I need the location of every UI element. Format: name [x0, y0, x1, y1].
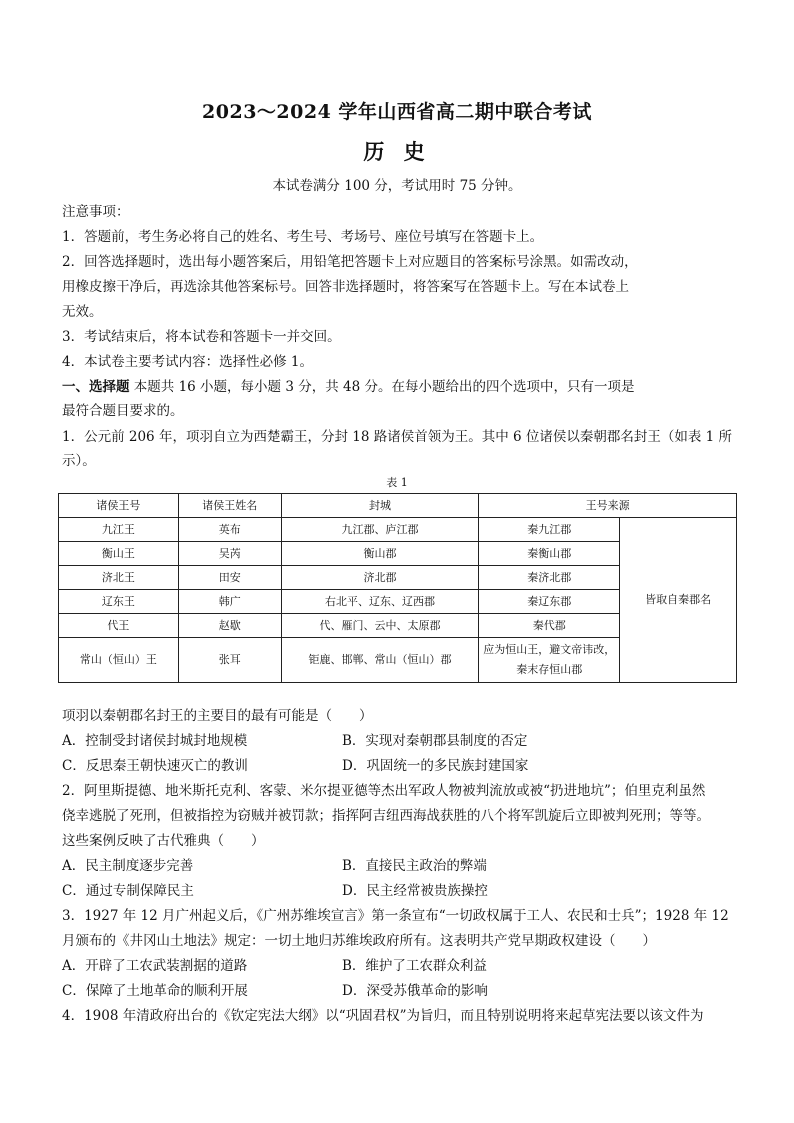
table-cell: 张耳	[178, 638, 281, 683]
section-description: 本题共 16 小题，每小题 3 分，共 48 分。在每小题给出的四个选项中，只有一项是	[129, 379, 635, 395]
table-header: 封城	[281, 494, 479, 518]
q1-option-d[interactable]: D．巩固统一的多民族封建国家	[342, 758, 529, 774]
q3-option-c[interactable]: C．保障了土地革命的顺利开展	[62, 983, 248, 999]
table-cell: 秦代郡	[479, 614, 620, 638]
q2-stem-cont: 这些案例反映了古代雅典（ ）	[62, 833, 265, 849]
table-cell: 九江郡、庐江郡	[281, 518, 479, 542]
notice-item: 用橡皮擦干净后，再选涂其他答案标号。回答非选择题时，将答案写在答题卡上。写在本试卷上	[62, 279, 629, 295]
table-cell: 英布	[178, 518, 281, 542]
table-row	[59, 518, 737, 542]
q2-stem-cont: 侥幸逃脱了死刑，但被指控为窃贼并被罚款；指挥阿吉纽西海战获胜的八个将军凯旋后立即被判死刑；等等。	[62, 808, 710, 824]
section-description-cont: 最符合题目要求的。	[62, 403, 184, 419]
q1-stem-cont: 示）。	[62, 453, 96, 469]
table-cell: 衡山王	[59, 542, 179, 566]
notice-heading: 注意事项：	[62, 204, 130, 220]
q1-question: 项羽以秦朝郡名封王的主要目的最有可能是（ ）	[62, 708, 373, 724]
table-cell: 九江王	[59, 518, 179, 542]
exam-title: 2023～2024 学年山西省高二期中联合考试	[202, 101, 592, 123]
q3-option-d[interactable]: D．深受苏俄革命的影响	[342, 983, 488, 999]
table-cell: 辽东王	[59, 590, 179, 614]
notice-item: 1．答题前，考生务必将自己的姓名、考生号、考场号、座位号填写在答题卡上。	[62, 229, 544, 245]
q2-option-d[interactable]: D．民主经常被贵族操控	[342, 883, 488, 899]
q3-stem-cont: 月颁布的《井冈山土地法》规定：一切土地归苏维埃政府所有。这表明共产党早期政权建设（ ）	[62, 933, 656, 949]
q2-stem: 2．阿里斯提德、地米斯托克利、客蒙、米尔提亚德等杰出军政人物被判流放或被“扔进地坑”；伯里克利虽然	[62, 783, 706, 799]
q4-stem: 4．1908 年清政府出台的《钦定宪法大纲》以“巩固君权”为旨归，而且特别说明将来起草宪法要以该文件为	[62, 1008, 704, 1024]
q1-stem: 1．公元前 206 年，项羽自立为西楚霸王，分封 18 路诸侯首领为王。其中 6 位诸侯以秦朝郡名封王（如表 1 所	[62, 429, 733, 445]
table-cell: 韩广	[178, 590, 281, 614]
table-cell: 济北王	[59, 566, 179, 590]
section-heading	[62, 375, 742, 395]
table-cell: 代王	[59, 614, 179, 638]
q3-option-b[interactable]: B．维护了工农群众利益	[342, 958, 487, 974]
notice-item: 无效。	[62, 304, 103, 320]
table-cell: 秦辽东郡	[479, 590, 620, 614]
table-cell: 秦济北郡	[479, 566, 620, 590]
table-cell: 吴芮	[178, 542, 281, 566]
table-cell: 济北郡	[281, 566, 479, 590]
q2-option-a[interactable]: A．民主制度逐步完善	[62, 858, 194, 874]
table-caption: 表 1	[386, 476, 408, 489]
notice-item: 2．回答选择题时，选出每小题答案后，用铅笔把答题卡上对应题目的答案标号涂黑。如需改动，	[62, 254, 638, 270]
table-header-row	[59, 494, 737, 518]
q2-option-c[interactable]: C．通过专制保障民主	[62, 883, 194, 899]
table-header: 诸侯王姓名	[178, 494, 281, 518]
table-cell: 衡山郡	[281, 542, 479, 566]
notice-item: 3．考试结束后，将本试卷和答题卡一并交回。	[62, 329, 341, 345]
q1-option-c[interactable]: C．反思秦王朝快速灭亡的教训	[62, 758, 248, 774]
score-time-line: 本试卷满分 100 分，考试用时 75 分钟。	[272, 178, 522, 194]
q3-stem: 3．1927 年 12 月广州起义后，《广州苏维埃宣言》第一条宣布“一切政权属于工人、农民和士兵”；1928 年 12	[62, 908, 729, 924]
q1-option-b[interactable]: B．实现对秦朝郡县制度的否定	[342, 733, 528, 749]
table-cell: 钜鹿、邯郸、常山（恒山）郡	[281, 638, 479, 683]
table-cell: 右北平、辽东、辽西郡	[281, 590, 479, 614]
table-cell: 应为恒山王，避文帝讳改，秦末存恒山郡	[479, 638, 620, 683]
q2-option-b[interactable]: B．直接民主政治的弊端	[342, 858, 487, 874]
section-label: 一、选择题	[62, 379, 130, 395]
notice-item: 4．本试卷主要考试内容：选择性必修 1。	[62, 354, 313, 370]
fief-table	[58, 493, 737, 683]
table-cell: 秦九江郡	[479, 518, 620, 542]
table-cell: 代、雁门、云中、太原郡	[281, 614, 479, 638]
subject-title: 历 史	[363, 139, 431, 164]
table-cell: 田安	[178, 566, 281, 590]
q1-option-a[interactable]: A．控制受封诸侯封城封地规模	[62, 733, 248, 749]
q3-option-a[interactable]: A．开辟了工农武装割据的道路	[62, 958, 248, 974]
table-merged-note: 皆取自秦郡名	[620, 518, 737, 683]
table-cell: 赵歇	[178, 614, 281, 638]
table-header: 王号来源	[479, 494, 737, 518]
table-cell: 秦衡山郡	[479, 542, 620, 566]
table-cell: 常山（恒山）王	[59, 638, 179, 683]
table-header: 诸侯王号	[59, 494, 179, 518]
